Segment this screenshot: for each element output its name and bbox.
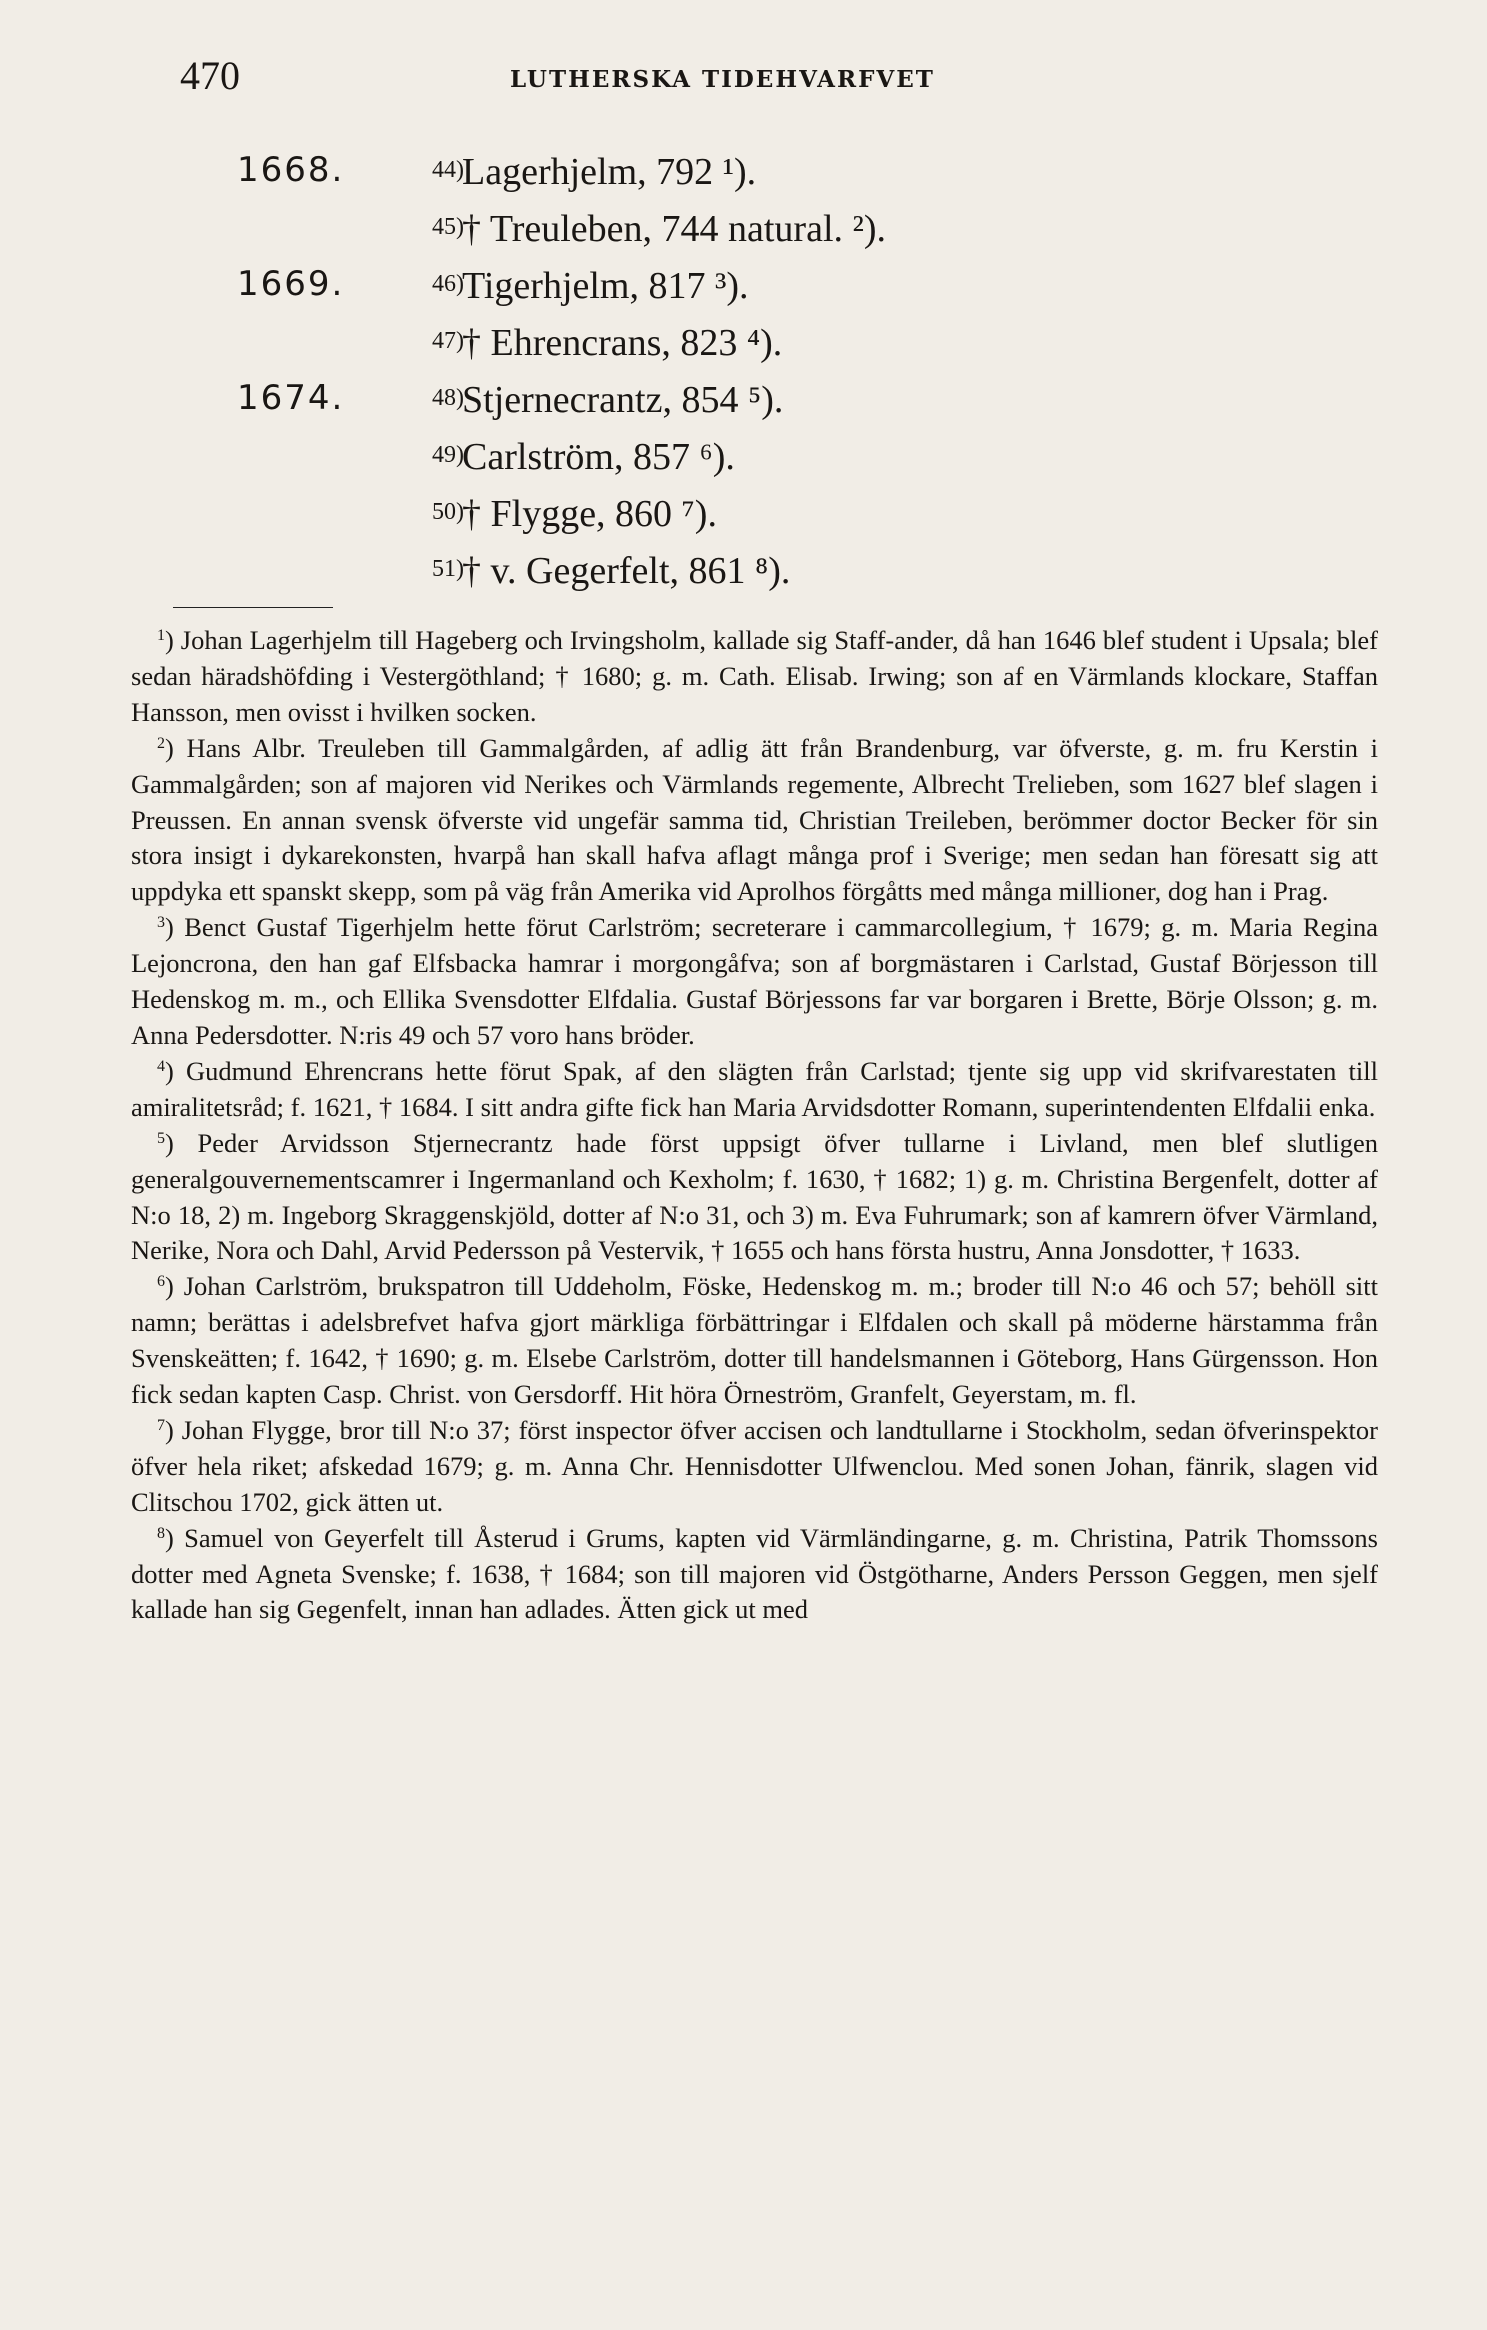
footnote-text: ) Johan Flygge, bror till N:o 37; först inspector öfver accisen och landtullarne i Stockholm, sedan öfverinspektor öfver hela riket; afskedad 1679; g. m. Anna Chr. Hennisdotter Ulfwenclou. Med sonen Johan, fänrik, slagen vid Clitschou 1702, gick ätten ut. <box>131 1414 1378 1517</box>
footnote-mark: 3 <box>157 914 165 932</box>
entry-year: 1668. <box>237 150 345 190</box>
entry-description: Tigerhjelm, 817 ³). <box>462 265 749 307</box>
entry-number: 48) <box>432 385 464 411</box>
running-head <box>0 52 1487 102</box>
entry-row <box>0 321 1487 378</box>
entry-number: 46) <box>432 271 464 297</box>
footnote <box>131 910 1378 1054</box>
entry-description: † Treuleben, 744 natural. ²). <box>462 208 887 250</box>
footnote <box>131 1126 1378 1270</box>
footnote-mark: 2 <box>157 734 165 752</box>
entry-row <box>0 264 1487 321</box>
footnote-text: ) Hans Albr. Treuleben till Gammalgården, af adlig ätt från Brandenburg, var öfverste, g. m. fru Kerstin i Gammalgården; son af majoren vid Nerikes och Värmlands regemente, Albrecht Trelieben, som 1627 blef slagen i Preussen. En annan svensk öfverste vid ungefär samma tid, Christian Treileben, berömmer doctor Becker för sin stora insigt i dykarekonsten, hvarpå han skall hafva aflagt många prof i Sverige; men sedan han föresatt sig att uppdyka ett spanskt skepp, som på väg från Amerika vid Aprolhos förgåtts med många millioner, dog han i Prag. <box>131 732 1378 907</box>
footnote <box>131 623 1378 731</box>
entry-number: 49) <box>432 442 464 468</box>
entry-number: 50) <box>432 499 464 525</box>
footnote-text: ) Benct Gustaf Tigerhjelm hette förut Carlström; secreterare i cammarcollegium, † 1679; g. m. Maria Regina Lejoncrona, den han gaf Elfsbacka hamrar i morgongåfva; son af borgmästaren i Carlstad, Gustaf Börjesson till Hedenskog m. m., och Ellika Svensdotter Elfdalia. Gustaf Börjessons far var borgaren i Brette, Börje Olsson; g. m. Anna Pedersdotter. N:ris 49 och 57 voro hans bröder. <box>131 912 1378 1050</box>
footnote-mark: 6 <box>157 1273 165 1291</box>
footnote-mark: 5 <box>157 1129 165 1147</box>
entry-row <box>0 150 1487 207</box>
footnote-text: ) Gudmund Ehrencrans hette förut Spak, af den slägten från Carlstad; tjente sig upp vid skrifvarestaten till amiralitetsråd; f. 1621, † 1684. I sitt andra gifte fick han Maria Arvidsdotter Romann, superintendenten Elfdalii enka. <box>131 1055 1378 1122</box>
footnote-mark: 1 <box>157 627 165 644</box>
footnote <box>131 1269 1378 1413</box>
entry-description: Carlström, 857 ⁶). <box>462 436 735 478</box>
running-title: LUTHERSKA TIDEHVARFVET <box>510 66 935 93</box>
entry-number: 44) <box>432 157 464 183</box>
footnotes <box>131 623 1378 1628</box>
entry-row <box>0 435 1487 492</box>
entry-number: 45) <box>432 214 464 240</box>
footnote <box>131 1521 1378 1629</box>
footnote-text: ) Johan Lagerhjelm till Hageberg och Irvingsholm, kallade sig Staff-ander, då han 1646 blef student i Upsala; blef sedan häradshöfding i Vestergöthland; † 1680; g. m. Cath. Elisab. Irwing; son af en Värmlands klockare, Staffan Hansson, men ovisst i hvilken socken. <box>131 625 1378 727</box>
entry-description: Stjernecrantz, 854 ⁵). <box>462 379 784 421</box>
entry-row <box>0 492 1487 549</box>
footnote-mark: 7 <box>157 1416 165 1434</box>
footnote <box>131 1413 1378 1521</box>
entry-number: 51) <box>432 556 464 582</box>
entry-description: † Flygge, 860 ⁷). <box>462 493 717 535</box>
entry-description: † Ehrencrans, 823 ⁴). <box>462 322 783 364</box>
footnote-mark: 8 <box>157 1524 165 1542</box>
entry-description: † v. Gegerfelt, 861 ⁸). <box>462 550 791 592</box>
entry-number: 47) <box>432 328 464 354</box>
footnote-text: ) Samuel von Geyerfelt till Åsterud i Grums, kapten vid Värmländingarne, g. m. Christina, Patrik Thomssons dotter med Agneta Svenske; f. 1638, † 1684; son till majoren vid Östgötharne, Anders Persson Geggen, men sjelf kallade han sig Gegenfelt, innan han adlades. Ätten gick ut med <box>131 1522 1378 1625</box>
footnote <box>131 1054 1378 1126</box>
page-number: 470 <box>180 53 240 98</box>
entry-year: 1669. <box>237 264 345 304</box>
footnote-text: ) Peder Arvidsson Stjernecrantz hade först uppsigt öfver tullarne i Livland, men blef slutligen generalgouvernementscamrer i Ingermanland och Kexholm; f. 1630, † 1682; 1) g. m. Christina Bergenfelt, dotter af N:o 18, 2) m. Ingeborg Skraggenskjöld, dotter af N:o 31, och 3) m. Eva Fuhrumark; son af kamrern öfver Värmland, Nerike, Nora och Dahl, Arvid Pedersson på Vestervik, † 1655 och hans första hustru, Anna Jonsdotter, † 1633. <box>131 1127 1378 1266</box>
entry-year: 1674. <box>237 378 345 418</box>
footnote-text: ) Johan Carlström, brukspatron till Uddeholm, Föske, Hedenskog m. m.; broder till N:o 46 och 57; behöll sitt namn; berättas i adelsbrefvet hafva gjort märkliga förbättringar i Elfdalen och skall på möderne härstamma från Svenskeätten; f. 1642, † 1690; g. m. Elsebe Carlström, dotter till handelsmannen i Göteborg, Hans Gürgensson. Hon fick sedan kapten Casp. Christ. von Gersdorff. Hit höra Örneström, Granfelt, Geyerstam, m. fl. <box>131 1271 1378 1410</box>
entry-description: Lagerhjelm, 792 ¹). <box>462 151 757 193</box>
entry-row <box>0 378 1487 435</box>
entry-row <box>0 549 1487 606</box>
footnote <box>131 731 1378 911</box>
footnote-mark: 4 <box>157 1057 165 1075</box>
entry-list <box>0 150 1487 606</box>
footnote-divider <box>173 607 333 608</box>
entry-row <box>0 207 1487 264</box>
